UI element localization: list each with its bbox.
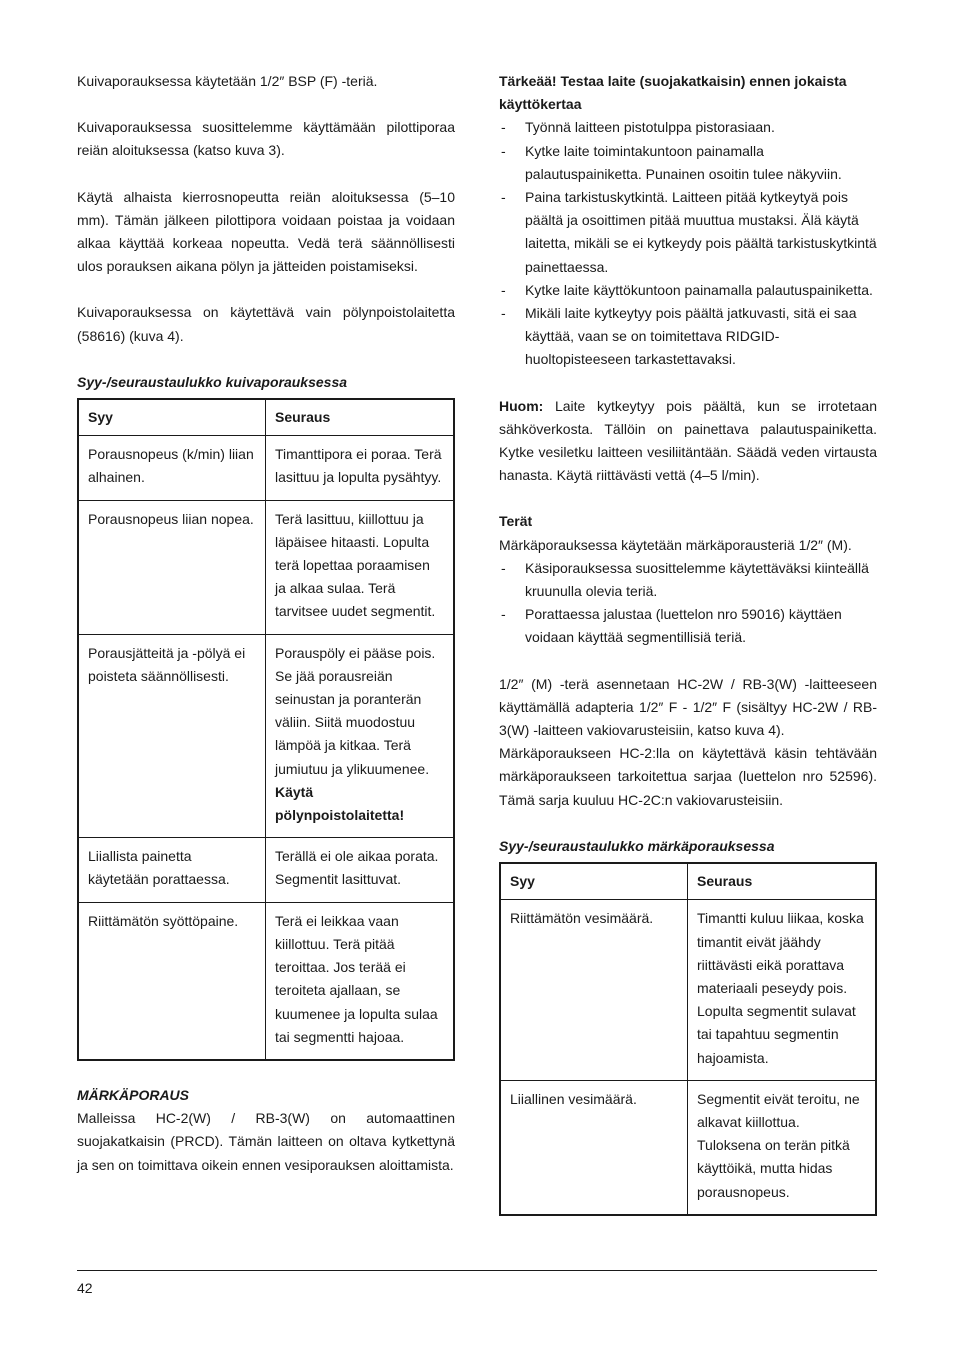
cause-cell: Porausnopeus liian nopea.	[78, 500, 266, 634]
effect-text: Porauspöly ei pääse pois. Se jää porausreiän seinustan ja poranterän väliin. Siitä muodostuu lämpöä ja kitkaa. Terä jumiutuu ja ylikuumenee.	[275, 644, 436, 777]
paragraph-bsp-bits: Kuivaporauksessa käytetään 1/2″ BSP (F) -teriä.	[77, 73, 378, 89]
note-text: Laite kytkeytyy pois päältä, kun se irrotetaan sähköverkosta. Tällöin on painettava palautuspainiketta. Kytke vesiletku laitteen vesiliitäntään. Säädä veden virtausta hanasta. Käytä riittävästi vettä (4–5 l/min).	[499, 397, 877, 484]
cause-cell: Liiallista painetta käytetään porattaessa.	[78, 838, 266, 902]
effect-cell: Terä lasittuu, kiillottuu ja läpäisee hitaasti. Lopulta terä lopettaa poraamisen ja alkaa sulaa. Terä tarvitsee uudet segmentit.	[266, 500, 455, 634]
paragraph-prcd: Malleissa HC-2(W) / RB-3(W) on automaattinen suojakatkaisin (PRCD). Tämän laitteen on oltava kytkettynä ja sen on toimittava oikein ennen vesiporauksen aloittamista.	[77, 1110, 455, 1173]
note-paragraph	[499, 395, 877, 488]
column-header-effect: Seuraus	[266, 399, 455, 436]
effect-cell: Terä ei leikkaa vaan kiillottuu. Terä pitää teroittaa. Jos terää ei teroiteta ajallaan, se kuumenee ja lopulta sulaa tai segmentti hajoaa.	[266, 902, 455, 1060]
table-row	[78, 838, 454, 902]
effect-cell: Terällä ei ole aikaa porata. Segmentit lasittuvat.	[266, 838, 455, 902]
list-item: - Kytke laite toimintakuntoon painamalla palautuspainiketta. Punainen osoitin tulee näkyviin.	[499, 140, 877, 186]
list-item: - Porattaessa jalustaa (luettelon nro 59016) käyttäen voidaan käyttää segmentillisiä teriä.	[499, 603, 877, 649]
page-number: 42	[77, 1280, 93, 1296]
wet-drilling-heading: MÄRKÄPORAUS	[77, 1086, 189, 1103]
important-heading: Tärkeää! Testaa laite (suojakatkaisin) ennen jokaista käyttökertaa	[499, 73, 847, 113]
list-item: - Käsiporauksessa suosittelemme käytettäväksi kiinteällä kruunulla olevia teriä.	[499, 557, 877, 603]
cause-cell: Porausjätteitä ja -pölyä ei poisteta säännöllisesti.	[78, 634, 266, 838]
use-dust-extractor-warning: Käytä pölynpoistolaitetta!	[275, 783, 405, 824]
paragraph-hc2-kit: Märkäporaukseen HC-2:lla on käytettävä käsin tehtävään märkäporaukseen tarkoitettua sarjaa (luettelon nro 52596). Tämä sarja kuuluu HC-2C:n vakiovarusteisiin.	[499, 745, 877, 808]
paragraph-dust-extractor: Kuivaporauksessa on käytettävä vain pölynpoistolaitetta (58616) (kuva 4).	[77, 304, 455, 344]
table-row	[500, 900, 876, 1080]
bits-list	[499, 557, 877, 650]
cause-cell: Porausnopeus (k/min) liian alhainen.	[78, 436, 266, 500]
paragraph-low-speed: Käytä alhaista kierrosnopeutta reiän aloituksessa (5–10 mm). Tämän jälkeen pilottipora voidaan poistaa ja voidaan alkaa käyttää korkeaa nopeutta. Vedä terä säännöllisesti ulos porauksen aikana pölyn ja jätteiden poistamiseksi.	[77, 188, 455, 275]
table-row	[78, 436, 454, 500]
footer-divider	[77, 1270, 877, 1271]
wet-table-caption: Syy-/seuraustaulukko märkäporauksessa	[499, 837, 775, 854]
cause-cell: Liiallinen vesimäärä.	[500, 1080, 688, 1215]
right-column	[499, 70, 877, 1216]
dry-table-caption: Syy-/seuraustaulukko kuivaporauksessa	[77, 373, 348, 390]
table-row	[78, 634, 454, 838]
bits-intro: Märkäporauksessa käytetään märkäporausteriä 1/2″ (M).	[499, 536, 852, 553]
effect-cell: Segmentit eivät teroitu, ne alkavat kiillottua. Tuloksena on terän pitkä käyttöikä, mutta hidas porausnopeus.	[688, 1080, 877, 1215]
list-item: - Kytke laite käyttökuntoon painamalla palautuspainiketta.	[499, 279, 877, 302]
list-item: - Mikäli laite kytkeytyy pois päältä jatkuvasti, sitä ei saa käyttää, vaan se on toimitettava RIDGID-huoltopisteeseen tarkastettavaksi.	[499, 302, 877, 372]
bits-heading: Terät	[499, 513, 533, 530]
dry-drilling-table	[77, 398, 455, 1061]
effect-cell	[266, 634, 455, 838]
paragraph-adapter: 1/2″ (M) -terä asennetaan HC-2W / RB-3(W) -laitteeseen käyttämällä adapteria 1/2″ F - 1/2″ F (sisältyy HC-2W / RB-3(W) -laitteen vakiovarusteisiin, katso kuva 4).	[499, 675, 877, 739]
effect-cell: Timantti kuluu liikaa, koska timantit eivät jäähdy riittävästi eikä porattava materiaali peseydy pois. Lopulta segmentit sulavat tai tapahtuu segmentin hajoamista.	[688, 900, 877, 1080]
column-header-cause: Syy	[78, 399, 266, 436]
note-label: Huom:	[499, 397, 544, 414]
table-row	[78, 500, 454, 634]
test-steps-list	[499, 116, 877, 371]
left-column	[77, 70, 455, 1177]
table-row	[500, 1080, 876, 1215]
paragraph-pilot-drill: Kuivaporauksessa suosittelemme käyttämään pilottiporaa reiän aloituksessa (katso kuva 3).	[77, 119, 455, 159]
table-row	[78, 902, 454, 1060]
column-header-cause: Syy	[500, 863, 688, 900]
wet-drilling-table	[499, 862, 877, 1216]
cause-cell: Riittämätön vesimäärä.	[500, 900, 688, 1080]
effect-cell: Timanttipora ei poraa. Terä lasittuu ja lopulta pysähtyy.	[266, 436, 455, 500]
column-header-effect: Seuraus	[688, 863, 877, 900]
cause-cell: Riittämätön syöttöpaine.	[78, 902, 266, 1060]
list-item: - Paina tarkistuskytkintä. Laitteen pitää kytkeytyä pois päältä ja osoittimen pitää muuttua mustaksi. Älä käytä laitetta, mikäli se ei kytkeydy pois päältä tarkistuskytkintä painettaessa.	[499, 186, 877, 279]
list-item: - Työnnä laitteen pistotulppa pistorasiaan.	[499, 116, 877, 139]
